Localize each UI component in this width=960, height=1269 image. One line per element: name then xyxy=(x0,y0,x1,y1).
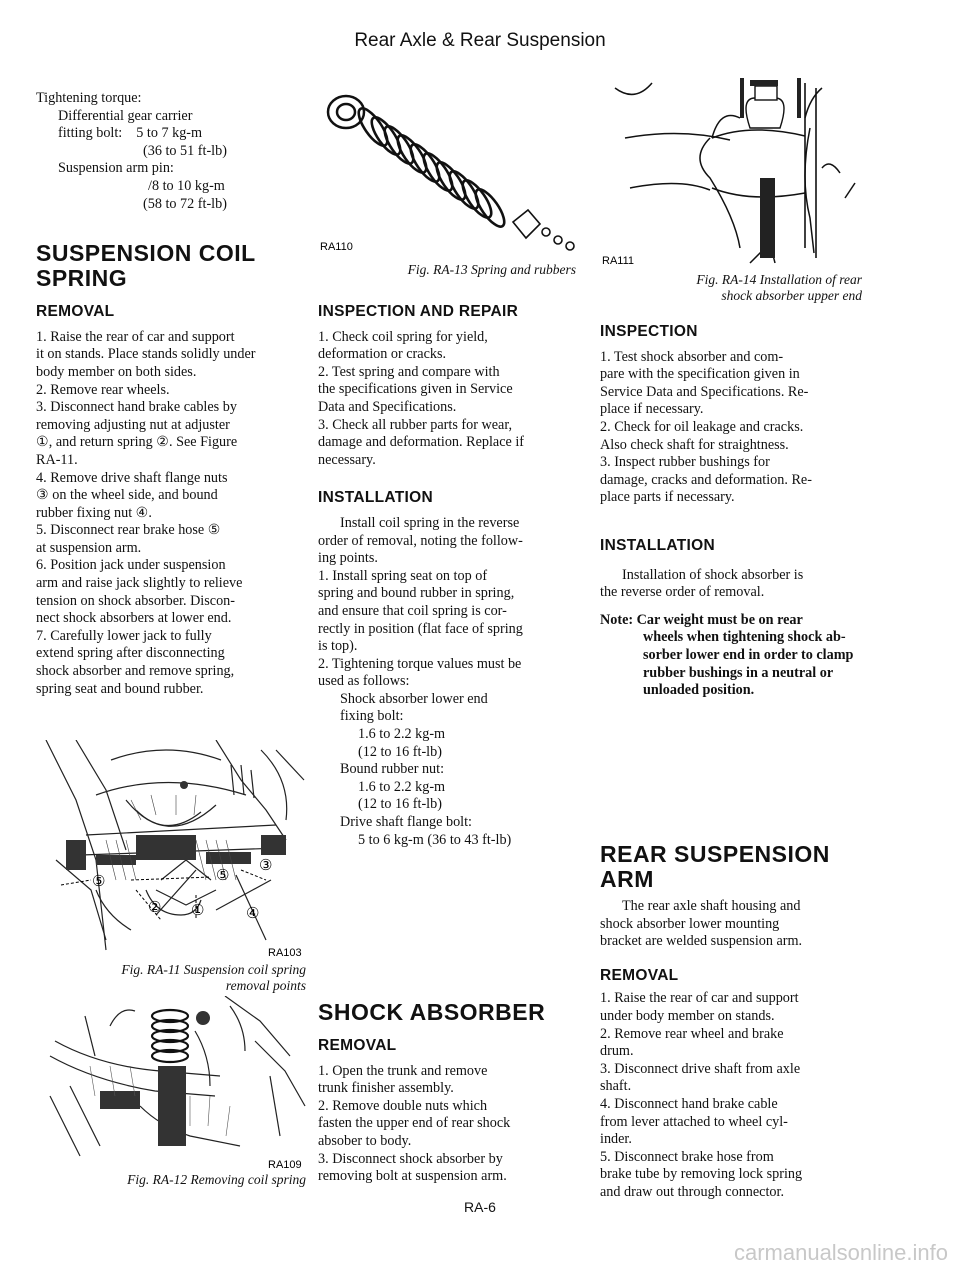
shock-absorber-section xyxy=(318,1000,580,1186)
text-line: damage and deformation. Replace if xyxy=(318,434,525,451)
text-line: 3. Inspect rubber bushings for xyxy=(600,454,770,471)
text-line: is top). xyxy=(318,638,358,655)
installation-heading: INSTALLATION xyxy=(318,489,433,507)
text-line: Also check shaft for straightness. xyxy=(600,436,789,453)
figure-ra14 xyxy=(600,78,858,268)
step-line: extend spring after disconnecting xyxy=(36,645,225,662)
torque-line: (58 to 72 ft-lb) xyxy=(143,195,227,212)
text-line: drum. xyxy=(600,1043,634,1060)
figure-ra11 xyxy=(36,740,306,960)
torque-line: Differential gear carrier xyxy=(58,107,193,124)
text-line: 2. Remove rear wheel and brake xyxy=(600,1025,784,1042)
section-heading-coil-spring: SUSPENSION COIL xyxy=(36,240,256,267)
removal-heading: REMOVAL xyxy=(600,966,679,984)
text-line: the reverse order of removal. xyxy=(600,584,765,601)
text-line: Data and Specifications. xyxy=(318,398,457,415)
caption-line: shock absorber upper end xyxy=(721,288,862,303)
text-line: pare with the specification given in xyxy=(600,366,800,383)
text-line: 1. Open the trunk and remove xyxy=(318,1062,488,1079)
figure-ra13 xyxy=(318,82,578,257)
text-line: spring and bound rubber in spring, xyxy=(318,585,515,602)
step-line: it on stands. Place stands solidly under xyxy=(36,346,256,363)
text-line: The rear axle shaft housing and xyxy=(622,898,801,914)
torque-line-value: 5 to 7 kg-m xyxy=(136,125,203,142)
text-line: 1. Raise the rear of car and support xyxy=(600,990,799,1007)
text-line: 3. Check all rubber parts for wear, xyxy=(318,416,513,433)
torque-line xyxy=(36,125,308,143)
figure-ra12 xyxy=(40,996,310,1171)
torque-line: 5 to 6 kg-m (36 to 43 ft-lb) xyxy=(358,831,512,848)
text-line: trunk finisher assembly. xyxy=(318,1080,454,1097)
step-line: removing adjusting nut at adjuster xyxy=(36,416,230,433)
column-left xyxy=(36,90,308,698)
text-line: 2. Check for oil leakage and cracks. xyxy=(600,418,804,435)
callout-4: ④ xyxy=(246,906,260,922)
figure-code: RA110 xyxy=(320,241,353,253)
torque-line: 1.6 to 2.2 kg-m xyxy=(358,778,446,795)
step-line: nect shock absorbers at lower end. xyxy=(36,610,232,627)
note-line: rubber bushings in a neutral or xyxy=(643,664,834,681)
note-line: unloaded position. xyxy=(643,682,755,699)
text-line: from lever attached to wheel cyl- xyxy=(600,1113,788,1130)
torque-line: (12 to 16 ft-lb) xyxy=(358,796,442,813)
step-line: RA-11. xyxy=(36,451,78,468)
text-line: brake tube by removing lock spring xyxy=(600,1166,803,1183)
torque-line: fixing bolt: xyxy=(340,708,404,725)
text-line: fasten the upper end of rear shock xyxy=(318,1115,511,1132)
torque-line: Suspension arm pin: xyxy=(58,160,174,177)
torque-line: (36 to 51 ft-lb) xyxy=(143,142,227,159)
text-line: place parts if necessary. xyxy=(600,489,735,506)
inspection-repair-heading: INSPECTION AND REPAIR xyxy=(318,303,519,320)
step-line: tension on shock absorber. Discon- xyxy=(36,592,235,609)
step-line: 4. Remove drive shaft flange nuts xyxy=(36,469,228,486)
caption-line: Fig. RA-12 Removing coil spring xyxy=(127,1172,306,1187)
torque-line: Shock absorber lower end xyxy=(340,690,488,707)
text-line: 2. Tightening torque values must be xyxy=(318,655,522,672)
text-line: Service Data and Specifications. Re- xyxy=(600,383,809,400)
text-line: order of removal, noting the follow- xyxy=(318,532,523,549)
text-line: and ensure that coil spring is cor- xyxy=(318,602,507,619)
column-right xyxy=(600,323,862,700)
step-line: 7. Carefully lower jack to fully xyxy=(36,627,212,644)
callout-1: ① xyxy=(191,903,205,919)
figure-code: RA109 xyxy=(268,1159,302,1171)
caption-ra14 xyxy=(600,272,862,304)
torque-title: Tightening torque: xyxy=(36,90,142,106)
text-line: 1. Check coil spring for yield, xyxy=(318,328,488,345)
section-heading-coil-spring-2: SPRING xyxy=(36,265,128,292)
step-line: body member on both sides. xyxy=(36,363,197,380)
note-line: wheels when tightening shock ab- xyxy=(643,629,846,646)
figure-code: RA111 xyxy=(602,255,635,267)
step-line: shock absorber and remove spring, xyxy=(36,663,235,680)
text-line: used as follows: xyxy=(318,673,410,690)
text-line: the specifications given in Service xyxy=(318,381,513,398)
step-line: 1. Raise the rear of car and support xyxy=(36,328,235,345)
callout-5: ⑤ xyxy=(92,874,106,890)
callout-2: ② xyxy=(148,900,162,916)
text-line: Installation of shock absorber is xyxy=(622,566,804,583)
torque-line: (12 to 16 ft-lb) xyxy=(358,743,442,760)
spring-and-rubbers-drawing xyxy=(318,82,578,257)
callout-5: ⑤ xyxy=(216,868,230,884)
step-line: ③ on the wheel side, and bound xyxy=(36,487,218,504)
caption-line: Fig. RA-14 Installation of rear xyxy=(696,272,862,287)
text-line: removing bolt at suspension arm. xyxy=(318,1168,507,1185)
removal-steps xyxy=(36,329,308,698)
step-line: rubber fixing nut ④. xyxy=(36,504,152,521)
inspection-heading: INSPECTION xyxy=(600,323,698,340)
shock-absorber-upper-end-drawing xyxy=(600,78,858,268)
torque-line-label: fitting bolt: xyxy=(58,125,123,142)
text-line: and draw out through connector. xyxy=(600,1183,784,1200)
page-header: Rear Axle & Rear Suspension xyxy=(354,30,606,51)
text-line: Install coil spring in the reverse xyxy=(340,514,520,531)
text-line: shock absorber lower mounting xyxy=(600,915,780,932)
callout-3: ③ xyxy=(259,858,273,874)
step-line: 6. Position jack under suspension xyxy=(36,557,226,574)
step-line: ①, and return spring ②. See Figure xyxy=(36,434,238,451)
text-line: 2. Test spring and compare with xyxy=(318,363,500,380)
text-line: 5. Disconnect brake hose from xyxy=(600,1148,774,1165)
step-line: 5. Disconnect rear brake hose ⑤ xyxy=(36,522,221,539)
text-line: place if necessary. xyxy=(600,401,704,418)
text-line: absober to body. xyxy=(318,1132,412,1149)
text-line: 1. Test shock absorber and com- xyxy=(600,348,784,365)
text-line: 1. Install spring seat on top of xyxy=(318,567,488,584)
text-line: rectly in position (flat face of spring xyxy=(318,620,523,637)
text-line: 3. Disconnect drive shaft from axle xyxy=(600,1060,801,1077)
step-line: 2. Remove rear wheels. xyxy=(36,381,170,398)
torque-line: /8 to 10 kg-m xyxy=(148,177,225,194)
suspension-coil-spring-drawing xyxy=(36,740,306,960)
text-line: inder. xyxy=(600,1131,632,1148)
caption-ra11 xyxy=(36,962,306,994)
text-line: damage, cracks and deformation. Re- xyxy=(600,471,812,488)
torque-line: Bound rubber nut: xyxy=(340,761,445,778)
text-line: under body member on stands. xyxy=(600,1007,775,1024)
torque-line: Drive shaft flange bolt: xyxy=(340,814,472,831)
caption-ra12 xyxy=(36,1172,306,1188)
column-middle xyxy=(318,303,580,849)
caption-line: removal points xyxy=(225,978,306,993)
figure-code: RA103 xyxy=(268,947,302,959)
step-line: spring seat and bound rubber. xyxy=(36,680,204,697)
watermark: carmanualsonline.info xyxy=(733,1240,948,1265)
text-line: 3. Disconnect shock absorber by xyxy=(318,1150,503,1167)
page-number: RA-6 xyxy=(464,1199,496,1215)
text-line: ing points. xyxy=(318,550,378,567)
caption-ra13 xyxy=(318,262,576,278)
note-line: Note: Car weight must be on rear xyxy=(600,611,803,628)
removing-coil-spring-drawing xyxy=(40,996,310,1171)
step-line: 3. Disconnect hand brake cables by xyxy=(36,399,237,416)
text-line: 2. Remove double nuts which xyxy=(318,1097,488,1114)
note-line: sorber lower end in order to clamp xyxy=(643,646,854,663)
section-heading-suspension-arm: REAR SUSPENSION xyxy=(600,841,830,867)
text-line: bracket are welded suspension arm. xyxy=(600,933,803,950)
removal-heading: REMOVAL xyxy=(36,303,115,321)
text-line: deformation or cracks. xyxy=(318,346,447,363)
installation-heading: INSTALLATION xyxy=(600,536,715,554)
text-line: 4. Disconnect hand brake cable xyxy=(600,1095,778,1112)
removal-heading: REMOVAL xyxy=(318,1037,397,1054)
section-heading-suspension-arm-2: ARM xyxy=(600,866,654,892)
step-line: arm and raise jack slightly to relieve xyxy=(36,575,243,592)
torque-line: 1.6 to 2.2 kg-m xyxy=(358,726,446,743)
caption-line: Fig. RA-13 Spring and rubbers xyxy=(407,262,576,277)
section-heading-shock-absorber: SHOCK ABSORBER xyxy=(318,999,546,1025)
suspension-arm-section xyxy=(600,842,862,1202)
step-line: at suspension arm. xyxy=(36,539,142,556)
text-line: shaft. xyxy=(600,1078,632,1095)
caption-line: Fig. RA-11 Suspension coil spring xyxy=(121,962,306,977)
text-line: necessary. xyxy=(318,451,376,468)
